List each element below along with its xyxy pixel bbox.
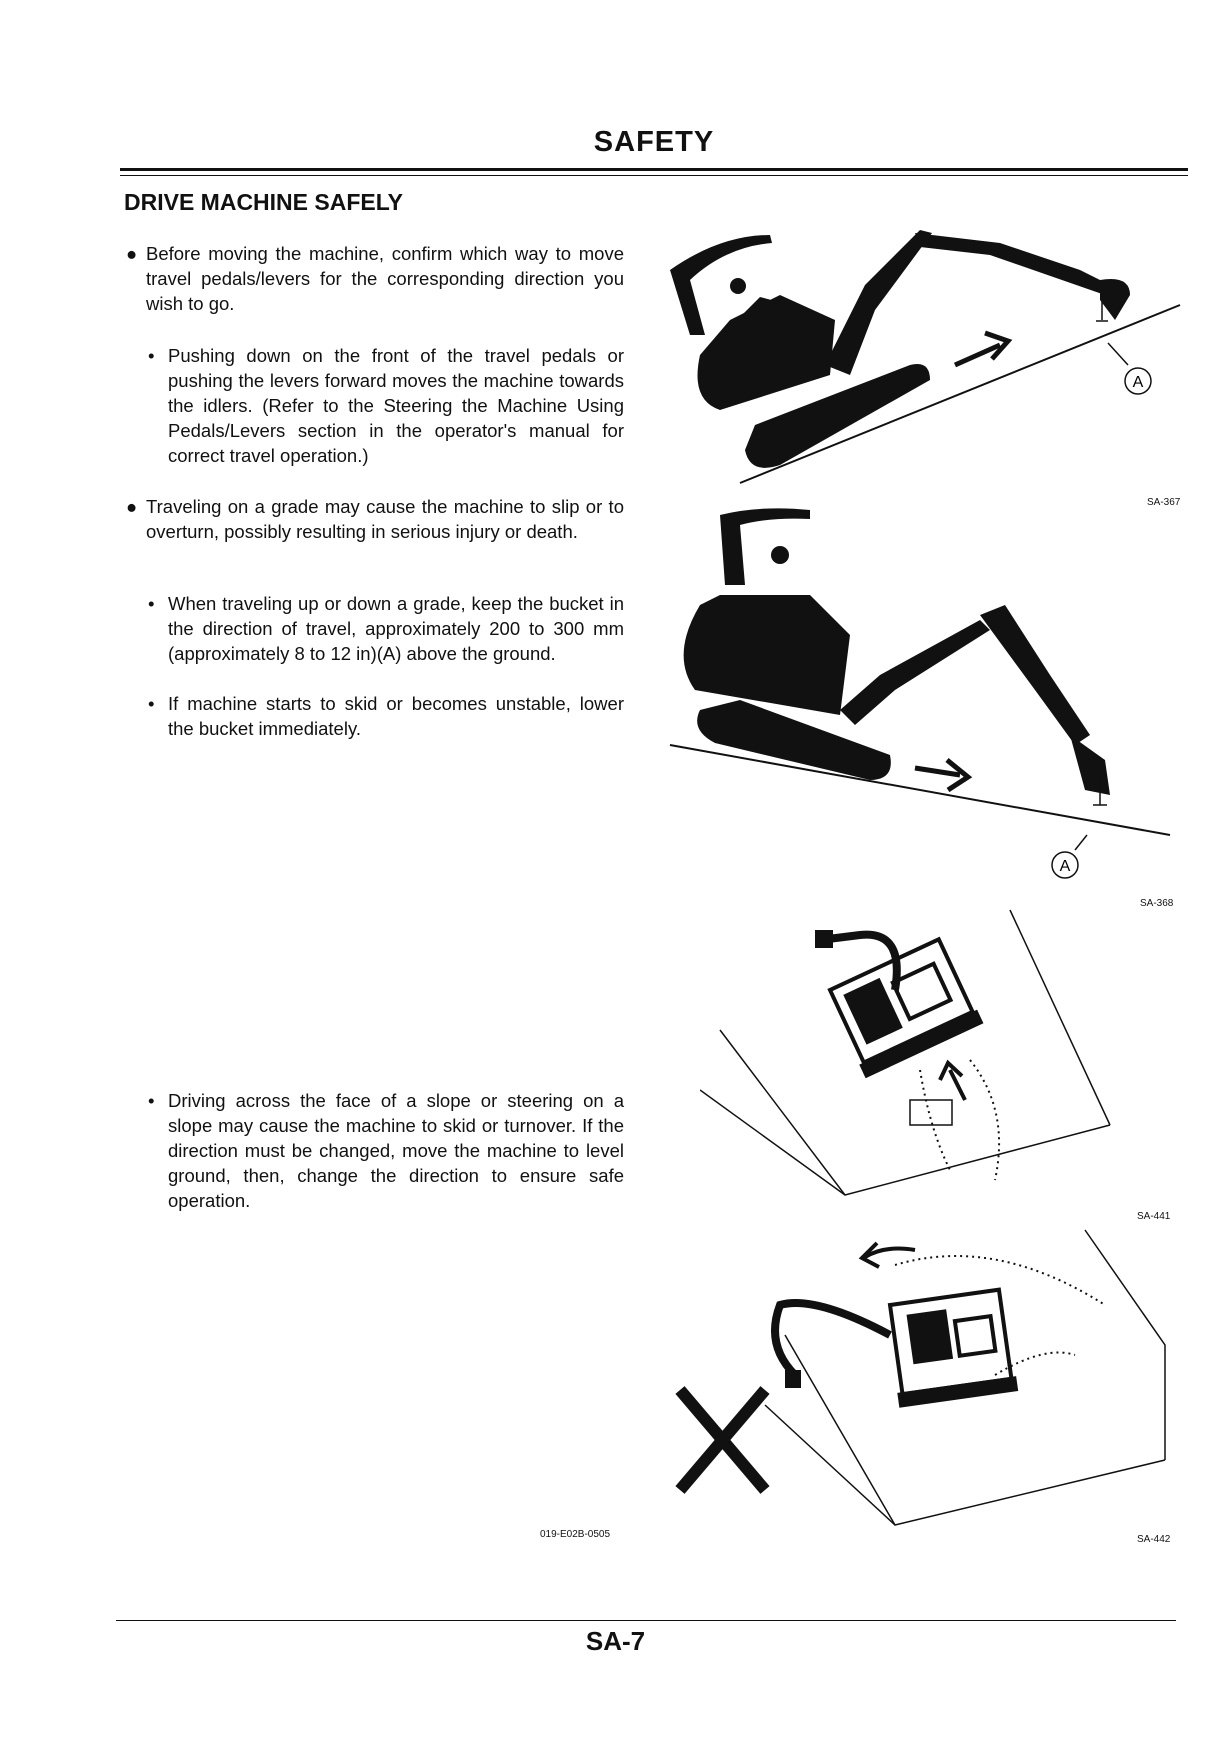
- bullet-item-grade-warning: [124, 494, 624, 544]
- sub-item-text: Driving across the face of a slope or steering on a slope may cause the machine to skid or turnover. If the direction must be changed, move the machine to level ground, then, change the direction to ensure safe operation.: [168, 1090, 624, 1211]
- figure-straight-up-slope: [700, 900, 1180, 1210]
- footer-rule: [116, 1620, 1176, 1621]
- figure-id-label: SA-367: [1147, 497, 1181, 508]
- figure-id-label: SA-442: [1137, 1534, 1171, 1545]
- sub-item-bucket-height: [146, 591, 624, 666]
- bullet-text: Traveling on a grade may cause the machine to slip or to overturn, possibly resulting in serious injury or death.: [146, 496, 624, 542]
- figure-descending-grade: [660, 505, 1185, 885]
- bullet-text: Before moving the machine, confirm which way to move travel pedals/levers for the corresponding direction you wish to go.: [146, 243, 624, 314]
- bullet-mark: ●: [126, 243, 138, 264]
- sub-item-lower-bucket: [146, 691, 624, 741]
- page-number: SA-7: [585, 1626, 646, 1656]
- figure-callout-a: A: [1132, 374, 1144, 391]
- bullet-mark: ●: [126, 496, 138, 517]
- figure-callout-a: A: [1059, 858, 1071, 875]
- document-code: 019-E02B-0505: [540, 1529, 611, 1540]
- figure-climbing-grade: [660, 225, 1185, 485]
- sub-bullet-mark: •: [148, 693, 155, 714]
- sub-item-text: If machine starts to skid or becomes unstable, lower the bucket immediately.: [168, 693, 624, 739]
- sub-item-pedals: [146, 343, 624, 468]
- sub-item-text: When traveling up or down a grade, keep the bucket in the direction of travel, approximately 200 to 300 mm (approximately 8 to 12 in)(A) above the ground.: [168, 593, 624, 664]
- bullet-item-confirm-direction: [124, 241, 624, 316]
- figure-id-label: SA-368: [1140, 898, 1174, 909]
- sub-item-slope-face: [146, 1088, 624, 1213]
- sub-bullet-mark: •: [148, 1090, 155, 1111]
- header-rule-thick: [120, 168, 1188, 171]
- page-header-title: SAFETY: [593, 126, 715, 158]
- section-title: DRIVE MACHINE SAFELY: [124, 189, 404, 215]
- figure-steering-on-slope-prohibited: [665, 1225, 1180, 1535]
- figure-id-label: SA-441: [1137, 1211, 1171, 1222]
- sub-bullet-mark: •: [148, 345, 155, 366]
- sub-item-text: Pushing down on the front of the travel pedals or pushing the levers forward moves the machine towards the idlers. (Refer to the Steering the Machine Using Pedals/Levers section in the operator's manual for correct travel operation.): [168, 345, 624, 466]
- sub-bullet-mark: •: [148, 593, 155, 614]
- header-rule-thin: [120, 175, 1188, 176]
